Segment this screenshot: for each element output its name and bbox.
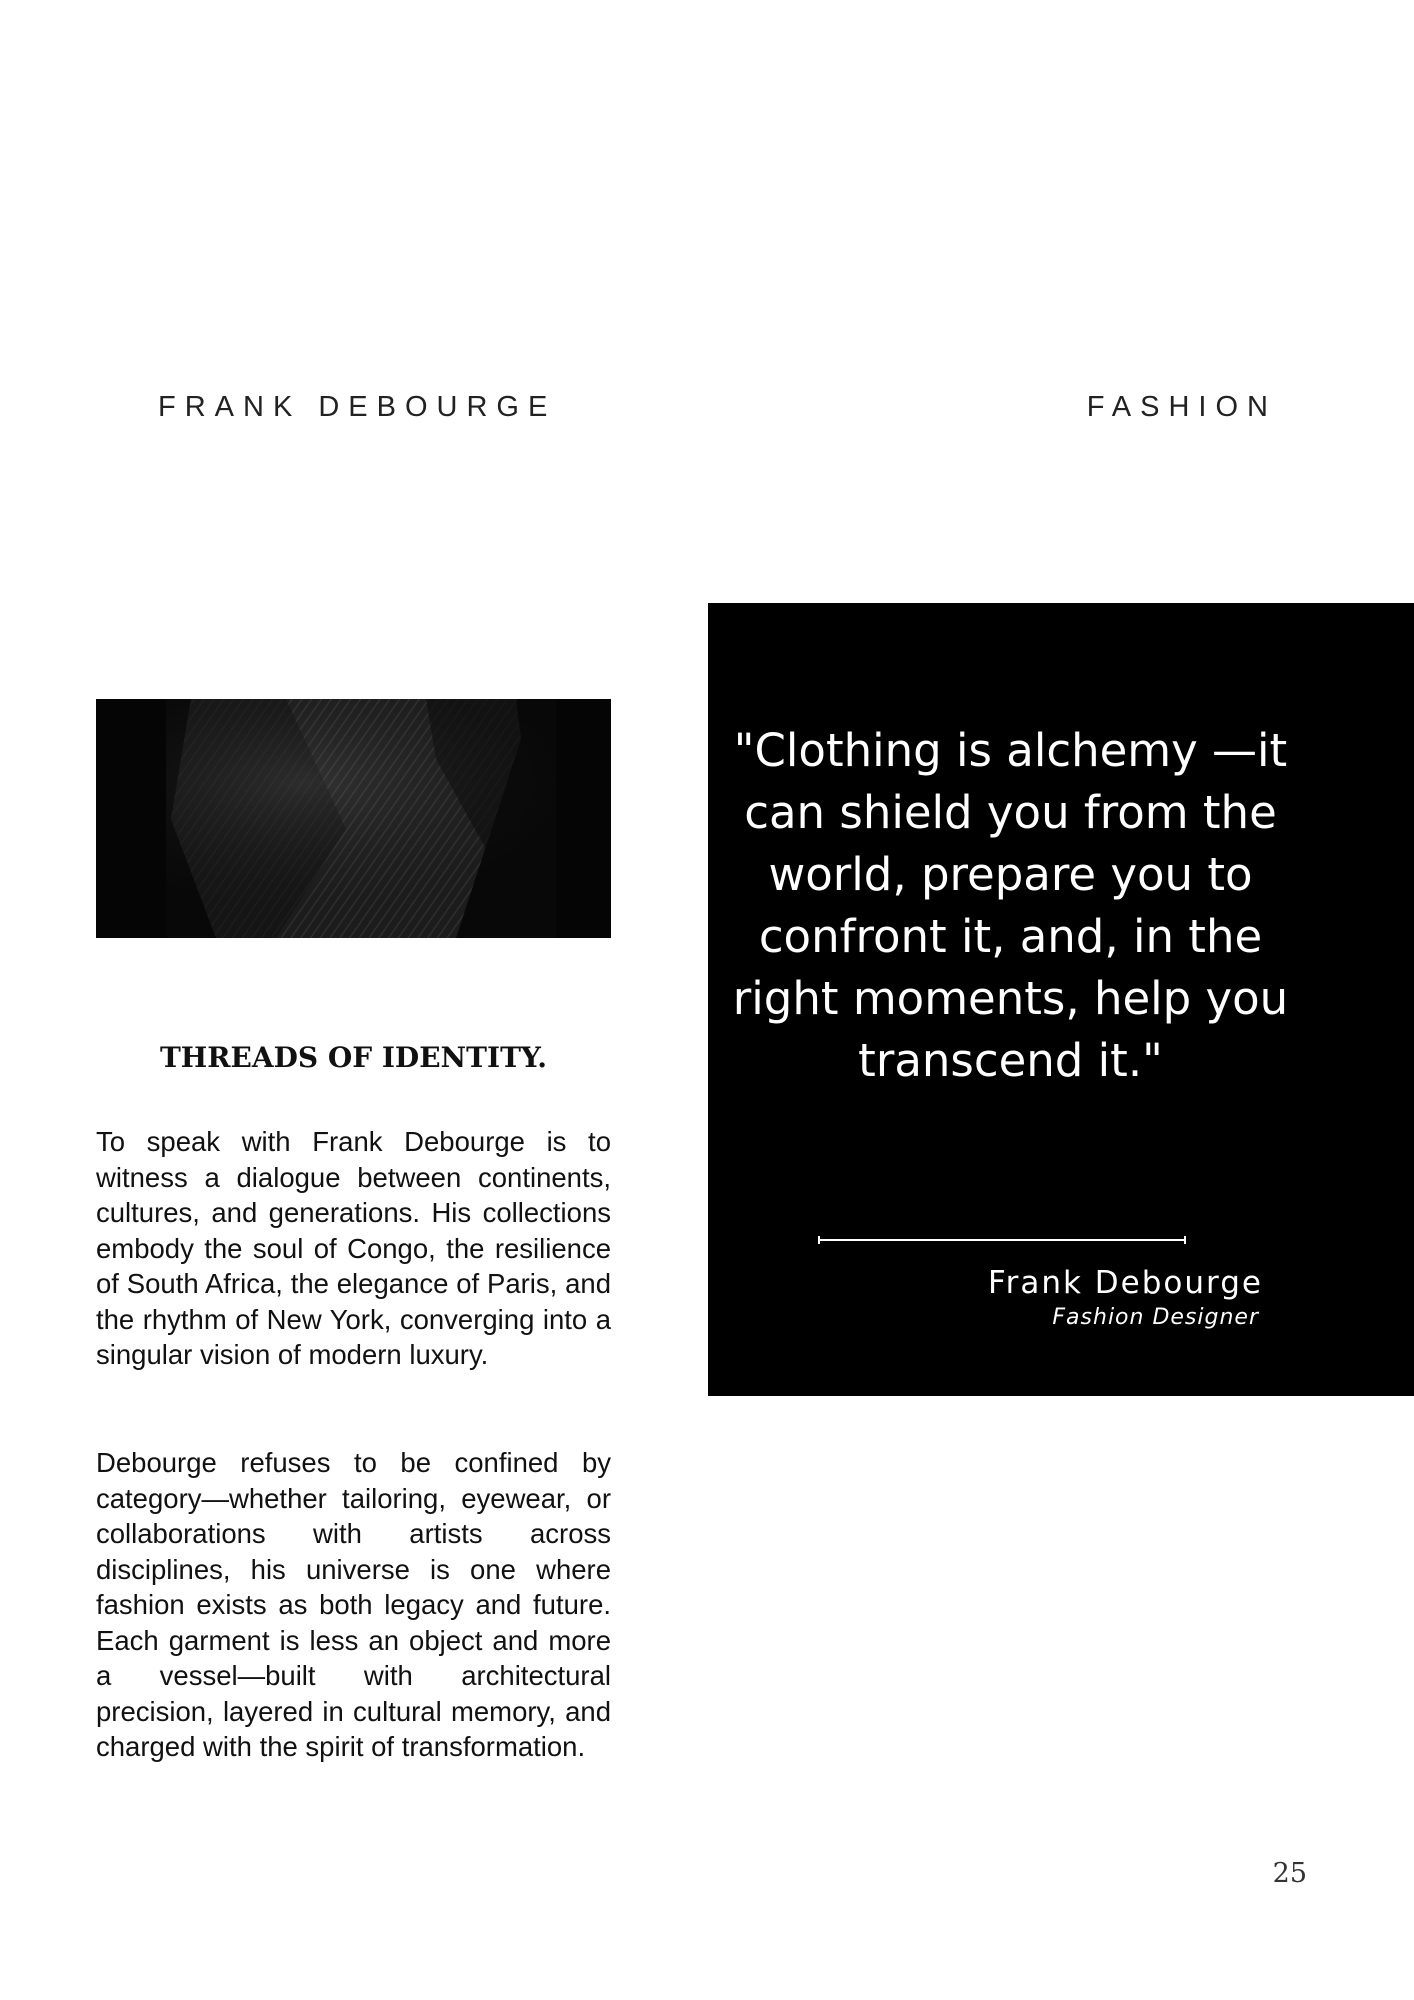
dark-fabric-photo bbox=[96, 699, 611, 938]
article-paragraph-1: To speak with Frank Debourge is to witness a dialogue between continents, cultures, and generations. His collections embody the soul of Congo, the resilience of South Africa, the elegance of Paris, and the rhythm of New York, converging into a singular vision of modern luxury. bbox=[96, 1126, 611, 1370]
quote-divider bbox=[818, 1239, 1186, 1241]
header-magazine-name: FRANK DEBOURGE bbox=[158, 391, 557, 423]
quote-author: Frank Debourge bbox=[988, 1265, 1263, 1301]
header-section-name: FASHION bbox=[1086, 391, 1277, 423]
pull-quote-text: "Clothing is alchemy —it can shield you from the world, prepare you to confront it, and, in the right moments, help you transcend it." bbox=[732, 724, 1289, 1087]
quote-author-role: Fashion Designer bbox=[1052, 1305, 1259, 1330]
pull-quote-box bbox=[708, 603, 1414, 1396]
article-paragraph-2: Debourge refuses to be confined by category—whether tailoring, eyewear, or collaborations with artists across disciplines, his universe is one where fashion exists as both legacy and future. Each garment is less an object and more a vessel—built with architectural precision, layered in cultural memory, and charged with the spirit of transformation. bbox=[96, 1447, 611, 1762]
page-number: 25 bbox=[1272, 1858, 1307, 1889]
fabric-photo-illustration bbox=[96, 699, 611, 938]
article-title: THREADS OF IDENTITY. bbox=[159, 1041, 548, 1074]
